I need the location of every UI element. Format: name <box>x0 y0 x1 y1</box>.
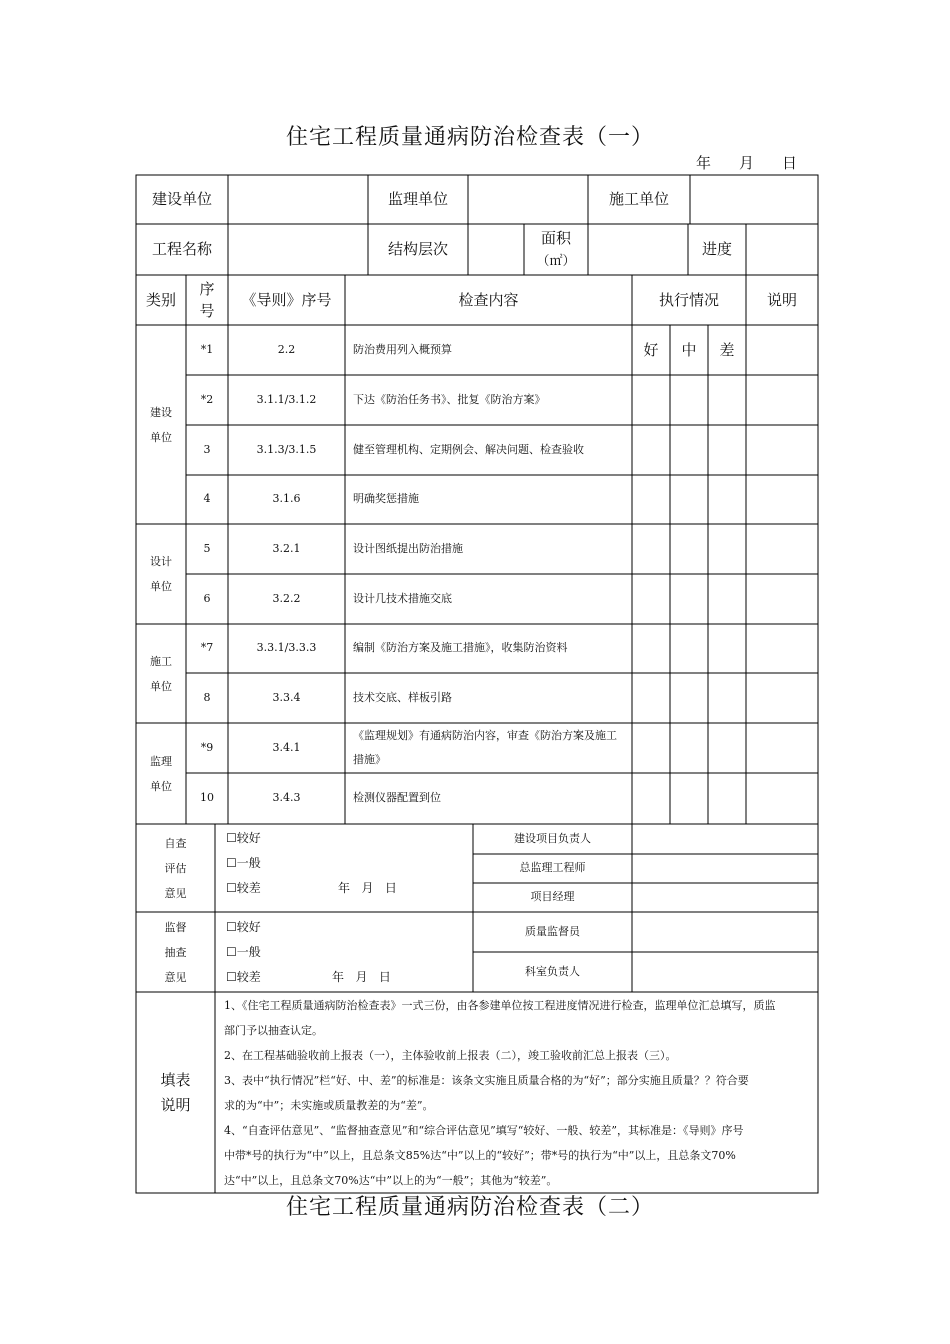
group-label-line: 单位 <box>150 779 172 793</box>
row-rule: 3.1.1/3.1.2 <box>256 392 317 406</box>
label-line: 填表 <box>160 1070 191 1089</box>
row-rule: 3.4.1 <box>272 740 301 754</box>
label-line: 评估 <box>164 861 187 875</box>
sign-label-project-manager: 项目经理 <box>530 890 575 904</box>
instruction-line: 达“中”以上，且总条文70%达“中”以上的为“一般”；其他为“较差”。 <box>224 1174 558 1187</box>
area-label <box>524 224 588 275</box>
row-seq: *1 <box>200 342 214 356</box>
spot-check-option-good[interactable]: ☐较好 <box>226 920 261 934</box>
rating-poor: 差 <box>719 340 735 359</box>
row-content: 技术交底、样板引路 <box>353 690 452 704</box>
group-design <box>136 524 186 624</box>
area-label-line2: （㎡） <box>536 253 576 269</box>
self-eval-label <box>136 824 215 912</box>
sign-label-section-head: 科室负责人 <box>525 964 580 978</box>
label-line: 自查 <box>164 836 187 850</box>
date-day: 日 <box>782 154 798 172</box>
group-label-line: 监理 <box>150 754 172 768</box>
self-eval-option-poor[interactable]: ☐较差 <box>226 881 261 895</box>
row-content: 设计图纸提出防治措施 <box>353 541 463 555</box>
group-label-line: 单位 <box>150 580 172 593</box>
col-remark: 说明 <box>766 290 797 309</box>
instruction-line: 部门予以抽查认定。 <box>224 1024 323 1037</box>
row-rule: 3.4.3 <box>272 791 301 805</box>
label-line: 意见 <box>164 886 187 900</box>
row-content-line: 措施》 <box>353 753 386 766</box>
row-seq: 3 <box>203 442 211 456</box>
group-label-line: 单位 <box>150 679 172 693</box>
row-rule: 3.3.1/3.3.3 <box>256 641 317 655</box>
label-line: 说明 <box>160 1095 191 1114</box>
row-content: 设计几技术措施交底 <box>353 591 452 605</box>
row-rule: 3.1.3/3.1.5 <box>256 442 317 456</box>
row-seq: 4 <box>203 492 211 506</box>
area-label-line1: 面积 <box>540 228 571 247</box>
supervise-unit-label: 监理单位 <box>387 190 448 209</box>
label-line: 监督 <box>164 920 187 934</box>
row-content: 下达《防治任务书》、批复《防治方案》 <box>353 392 546 406</box>
sign-label-build-lead: 建设项目负责人 <box>514 831 591 845</box>
progress-label: 进度 <box>701 240 732 259</box>
row-seq: 6 <box>203 591 211 605</box>
self-eval-option-good[interactable]: ☐较好 <box>226 831 261 845</box>
instructions-label <box>136 992 215 1193</box>
instruction-line: 2、在工程基础验收前上报表（一），主体验收前上报表（二），竣工验收前汇总上报表（三）。 <box>224 1049 677 1062</box>
row-seq: *7 <box>200 641 214 655</box>
row-rule: 2.2 <box>277 342 296 356</box>
group-construct <box>136 624 186 723</box>
row-seq: *9 <box>200 740 214 754</box>
col-seq <box>186 275 228 325</box>
row-seq: 10 <box>200 791 214 805</box>
page-title: 住宅工程质量通病防治检查表（一） <box>285 125 654 150</box>
sign-label-chief-supervisor: 总监理工程师 <box>519 861 586 875</box>
construct-unit-label: 施工单位 <box>608 190 669 209</box>
col-seq-line1: 序 <box>199 280 215 298</box>
col-category: 类别 <box>145 290 176 309</box>
instruction-line: 3、表中“执行情况”栏“好、中、差”的标准是：该条文实施且质量合格的为“好”；部分实施且质量？？符合要 <box>224 1074 749 1087</box>
rating-medium: 中 <box>681 340 697 359</box>
self-eval-date: 年 月 日 <box>338 881 397 895</box>
row-seq: 5 <box>203 541 211 555</box>
col-content: 检查内容 <box>458 290 519 309</box>
instruction-line: 中带*号的执行为“中”以上，且总条文85%达“中”以上的“较好”；带*号的执行为“中”以上，且总条文70% <box>224 1149 736 1162</box>
col-seq-line2: 号 <box>199 302 215 320</box>
row-rule: 3.3.4 <box>272 690 301 704</box>
row-seq: 8 <box>203 690 211 704</box>
row-content-line: 《监理规划》有通病防治内容，审查《防治方案及施工 <box>353 729 617 742</box>
group-supervise <box>136 723 186 824</box>
group-build <box>136 325 186 524</box>
spot-check-label <box>136 912 215 992</box>
build-unit-label: 建设单位 <box>151 190 212 209</box>
rating-good: 好 <box>643 340 659 359</box>
sign-label-quality-inspector: 质量监督员 <box>525 924 580 938</box>
row-rule: 3.1.6 <box>272 492 301 506</box>
date-month: 月 <box>739 154 755 172</box>
row-seq: *2 <box>200 392 214 406</box>
row-content: 编制《防治方案及施工措施》，收集防治资料 <box>353 641 568 655</box>
instruction-line: 求的为“中”；未实施或质量教差的为“差”。 <box>224 1099 434 1112</box>
structure-floors-label: 结构层次 <box>387 240 448 259</box>
date-year: 年 <box>696 154 712 172</box>
self-eval-option-normal[interactable]: ☐一般 <box>226 856 261 870</box>
instruction-line: 1、《住宅工程质量通病防治检查表》一式三份，由各参建单位按工程进度情况进行检查，监理单位汇总填写，质监 <box>224 999 776 1012</box>
col-rule-no: 《导则》序号 <box>241 290 332 309</box>
row-content: 检测仪器配置到位 <box>353 791 441 805</box>
group-label-line: 建设 <box>150 405 172 419</box>
group-label-line: 单位 <box>150 430 172 444</box>
col-status: 执行情况 <box>658 290 719 309</box>
row-rule: 3.2.1 <box>272 541 301 555</box>
instruction-line: 4、“自查评估意见”、“监督抽查意见”和“综合评估意见”填写“较好、一般、较差”，其标准是：《导则》序号 <box>224 1124 744 1137</box>
row-content: 防治费用列入概预算 <box>353 342 452 356</box>
spot-check-option-poor[interactable]: ☐较差 <box>226 970 261 984</box>
group-label-line: 施工 <box>150 654 172 668</box>
row-content <box>345 723 632 773</box>
row-rule: 3.2.2 <box>272 591 301 605</box>
page-title-next: 住宅工程质量通病防治检查表（二） <box>285 1195 654 1220</box>
spot-check-date: 年 月 日 <box>332 970 391 984</box>
row-content: 健至管理机构、定期例会、解决问题、检查验收 <box>353 442 584 456</box>
group-label-line: 设计 <box>150 555 172 568</box>
row-content: 明确奖惩措施 <box>353 492 419 506</box>
label-line: 抽查 <box>164 945 187 959</box>
spot-check-option-normal[interactable]: ☐一般 <box>226 945 261 959</box>
project-name-label: 工程名称 <box>151 240 212 259</box>
label-line: 意见 <box>164 970 187 984</box>
